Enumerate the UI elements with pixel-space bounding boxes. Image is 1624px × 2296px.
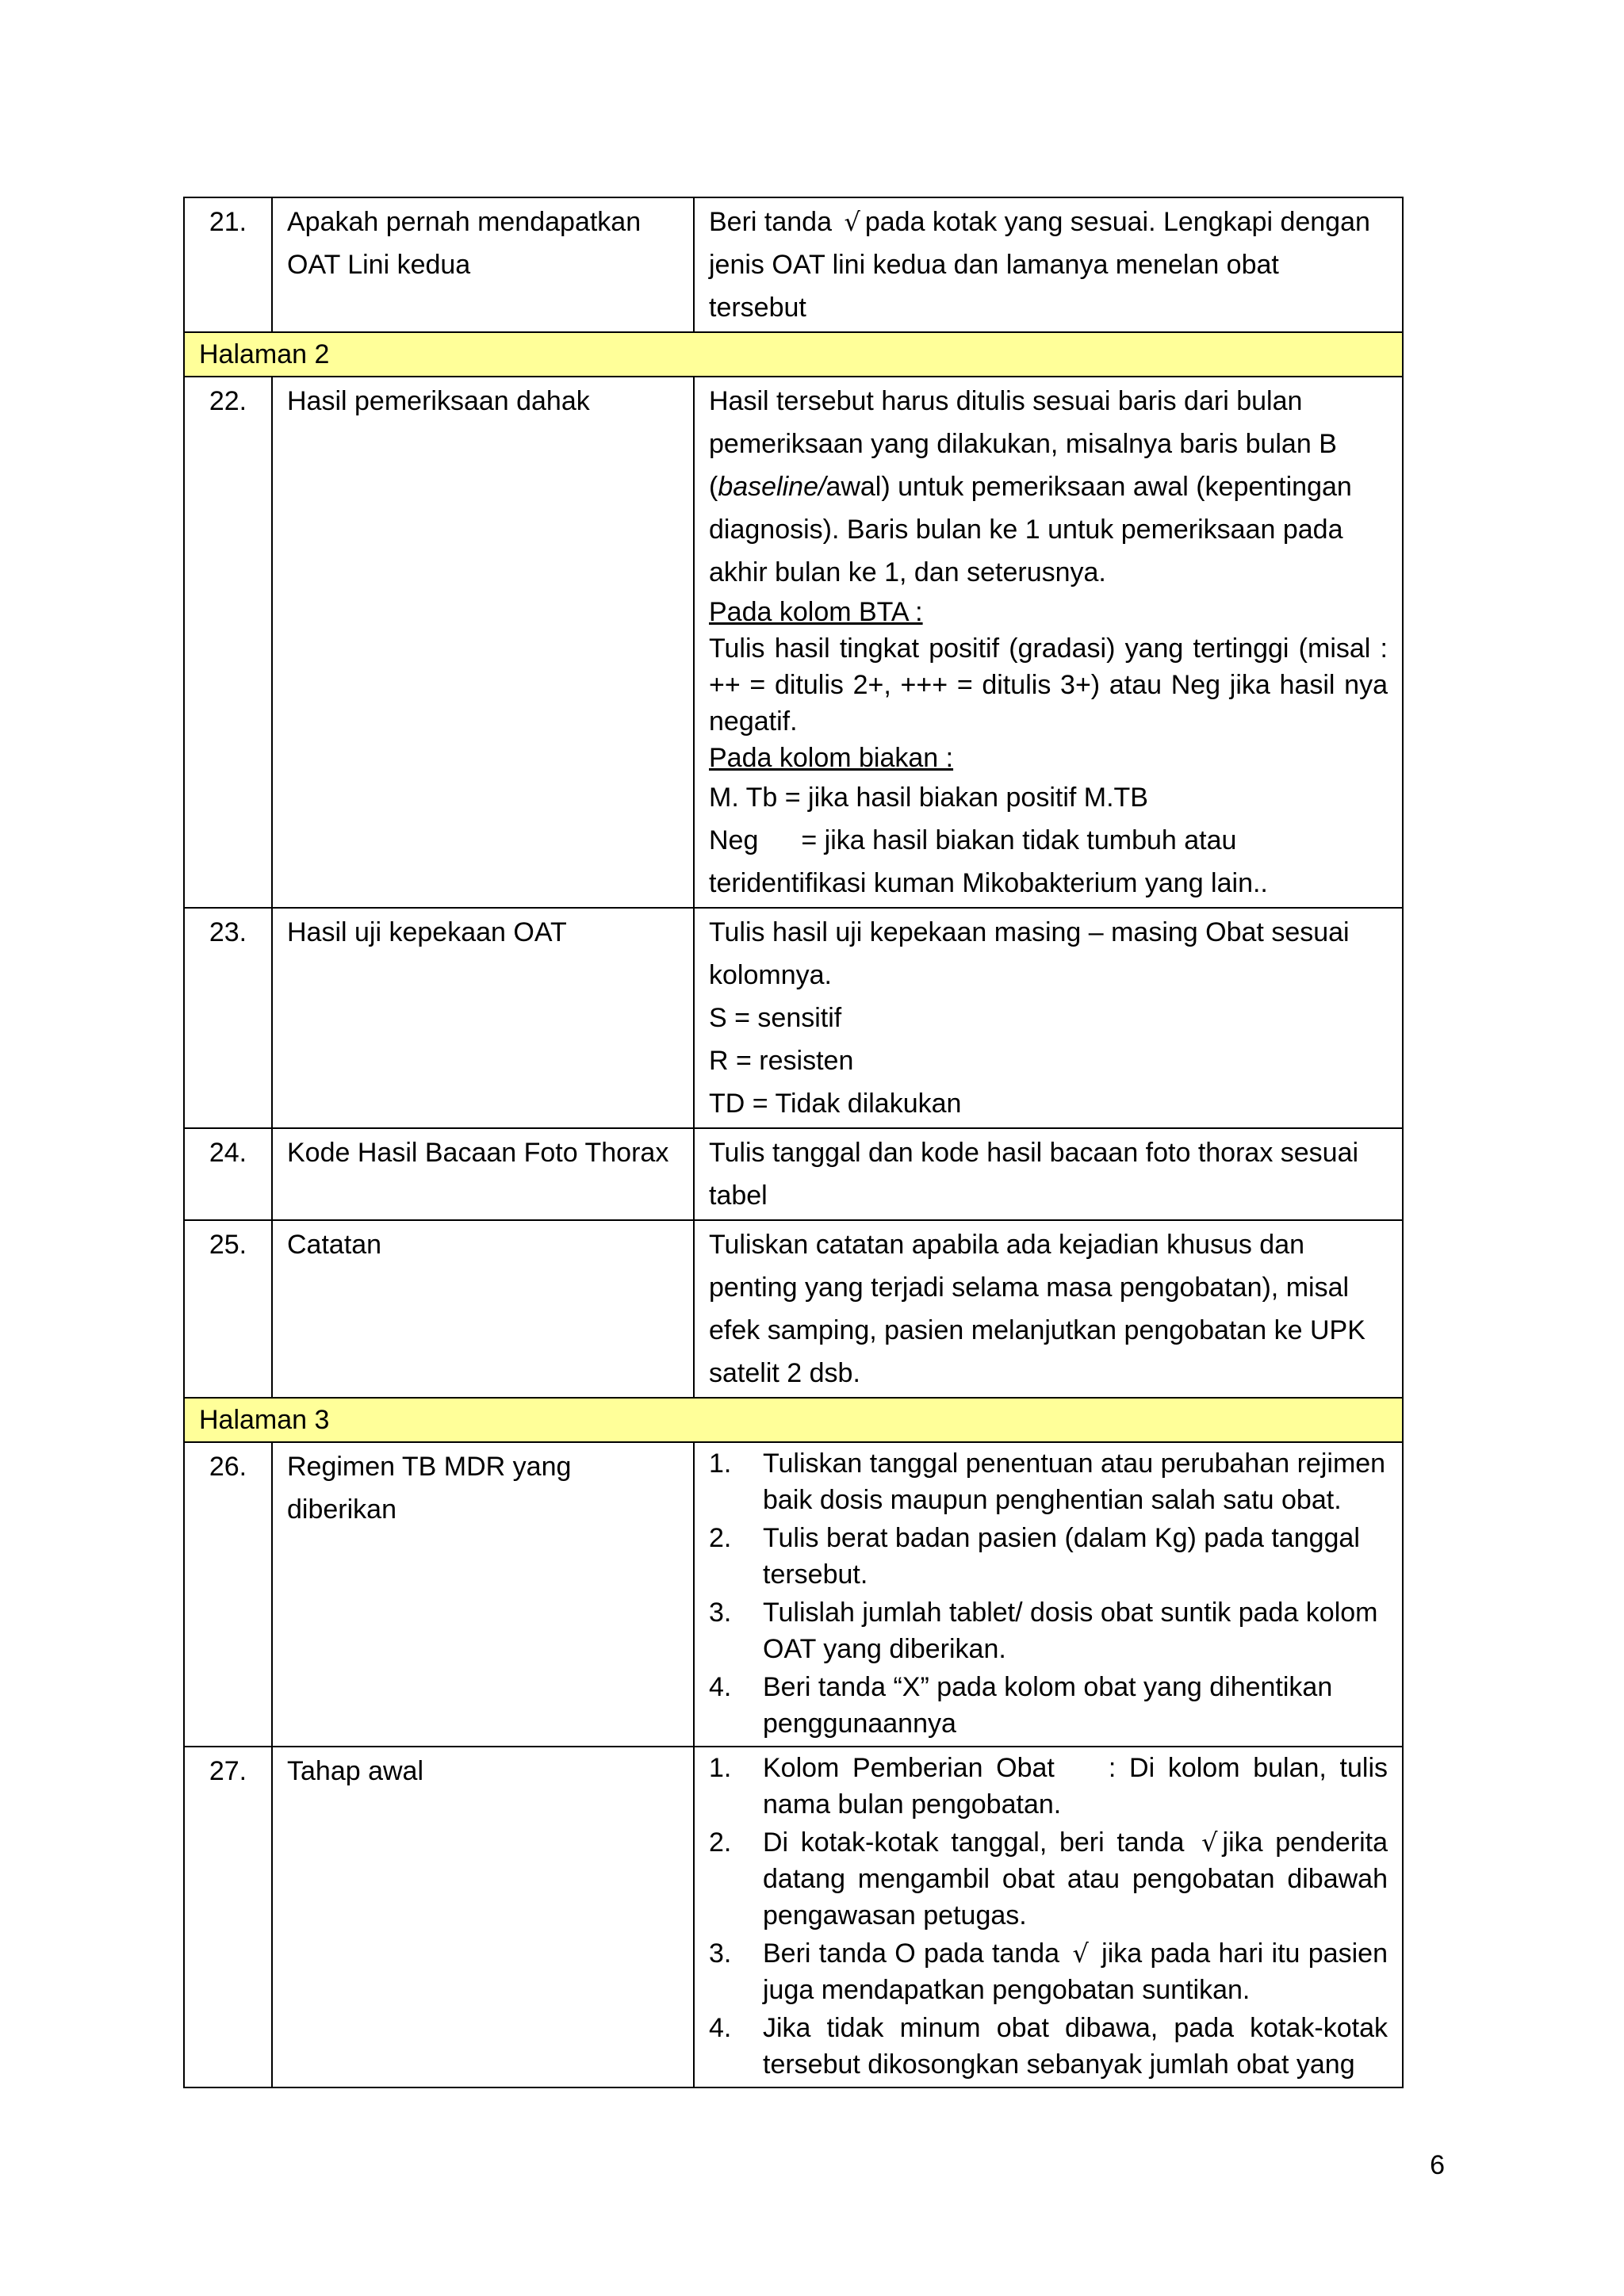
description-line: kolomnya. (709, 960, 832, 990)
page-number: 6 (1430, 2150, 1445, 2180)
list-item: 3. Beri tanda O pada tanda √ jika pada hari itu pasien juga mendapatkan pengobatan suntikan. (709, 1938, 1388, 2005)
description-line: Hasil tersebut harus ditulis sesuai baris dari bulan (709, 386, 1303, 416)
section-title: Halaman 2 (184, 332, 1403, 377)
instruction-table (183, 197, 1404, 2088)
list-item: 2. Tulis berat badan pasien (dalam Kg) pada tanggal tersebut. (709, 1523, 1360, 1590)
description-line: akhir bulan ke 1, dan seterusnya. (709, 557, 1106, 587)
table-row (184, 1220, 1403, 1398)
description-cell (694, 197, 1403, 332)
description-cell (694, 377, 1403, 908)
description-line: S = sensitif (709, 1003, 842, 1033)
description-cell (694, 1747, 1403, 2087)
bta-heading: Pada kolom BTA : (709, 597, 923, 627)
description-line: Tulis tanggal dan kode hasil bacaan foto thorax sesuai (709, 1138, 1359, 1168)
description-cell (694, 908, 1403, 1128)
description-line: Tuliskan catatan apabila ada kejadian khusus dan (709, 1230, 1305, 1260)
item-text: Regimen TB MDR yang (287, 1452, 572, 1482)
row-number: 26. (184, 1442, 272, 1747)
description-line: satelit 2 dsb. (709, 1358, 860, 1388)
description-line: jenis OAT lini kedua dan lamanya menelan obat (709, 250, 1279, 280)
section-header-row (184, 1398, 1403, 1442)
check-mark-icon: √ (844, 207, 860, 237)
row-number: 24. (184, 1128, 272, 1220)
description-line: TD = Tidak dilakukan (709, 1089, 962, 1119)
list-item: 4. Jika tidak minum obat dibawa, pada kotak-kotak tersebut dikosongkan sebanyak jumlah obat yang (709, 2013, 1388, 2080)
section-header-row (184, 332, 1403, 377)
description-cell (694, 1442, 1403, 1747)
description-line: Beri tanda √ pada kotak yang sesuai. Lengkapi dengan (709, 207, 1370, 237)
table-row (184, 908, 1403, 1128)
check-mark-icon: √ (1201, 1827, 1218, 1858)
row-number: 27. (184, 1747, 272, 2087)
row-number: 25. (184, 1220, 272, 1398)
description-line: (baseline/awal) untuk pemeriksaan awal (kepentingan (709, 472, 1352, 502)
item-text: Hasil pemeriksaan dahak (272, 377, 694, 908)
description-line: teridentifikasi kuman Mikobakterium yang lain.. (709, 868, 1268, 898)
list-item: 3. Tulislah jumlah tablet/ dosis obat suntik pada kolom OAT yang diberikan. (709, 1598, 1378, 1664)
description-line: pemeriksaan yang dilakukan, misalnya baris bulan B (709, 429, 1337, 459)
section-title: Halaman 3 (184, 1398, 1403, 1442)
item-text: Hasil uji kepekaan OAT (272, 908, 694, 1128)
table-row (184, 1747, 1403, 2087)
description-line: diagnosis). Baris bulan ke 1 untuk pemeriksaan pada (709, 515, 1343, 545)
bta-text: Tulis hasil tingkat positif (gradasi) yang tertinggi (misal : ++ = ditulis 2+, +++ = ditulis 3+) atau Neg jika hasil nya negatif. (709, 633, 1388, 737)
list-item: 1. Tuliskan tanggal penentuan atau perubahan rejimen baik dosis maupun penghentian salah satu obat. (709, 1448, 1386, 1515)
description-cell (694, 1220, 1403, 1398)
item-text: Kode Hasil Bacaan Foto Thorax (272, 1128, 694, 1220)
description-line: R = resisten (709, 1046, 854, 1076)
steps-list (709, 1445, 1388, 1742)
list-item: 2. Di kotak-kotak tanggal, beri tanda √ jika penderita datang mengambil obat atau pengobatan dibawah pengawasan petugas. (709, 1827, 1388, 1931)
item-text: Tahap awal (272, 1747, 694, 2087)
table-row (184, 1442, 1403, 1747)
description-cell (694, 1128, 1403, 1220)
biakan-heading: Pada kolom biakan : (709, 743, 954, 773)
row-number: 21. (184, 197, 272, 332)
item-cell (272, 197, 694, 332)
item-text: diberikan (287, 1494, 396, 1525)
steps-list (709, 1750, 1388, 2083)
item-text: Apakah pernah mendapatkan (287, 207, 642, 237)
item-cell (272, 1442, 694, 1747)
list-item: 4. Beri tanda “X” pada kolom obat yang dihentikan penggunaannya (709, 1672, 1333, 1739)
table-row (184, 197, 1403, 332)
row-number: 23. (184, 908, 272, 1128)
table-row (184, 1128, 1403, 1220)
item-text: Catatan (272, 1220, 694, 1398)
description-line: Tulis hasil uji kepekaan masing – masing Obat sesuai (709, 917, 1350, 947)
description-line: Neg = jika hasil biakan tidak tumbuh atau (709, 825, 1237, 855)
description-line: penting yang terjadi selama masa pengobatan), misal (709, 1272, 1350, 1303)
description-line: M. Tb = jika hasil biakan positif M.TB (709, 783, 1148, 813)
description-line: tabel (709, 1181, 768, 1211)
item-text: OAT Lini kedua (287, 250, 471, 280)
list-item: 1. Kolom Pemberian Obat : Di kolom bulan, tulis nama bulan pengobatan. (709, 1753, 1388, 1820)
description-line: efek samping, pasien melanjutkan pengobatan ke UPK (709, 1315, 1365, 1345)
check-mark-icon: √ (1072, 1938, 1089, 1969)
table-row (184, 377, 1403, 908)
description-line: tersebut (709, 293, 806, 323)
row-number: 22. (184, 377, 272, 908)
